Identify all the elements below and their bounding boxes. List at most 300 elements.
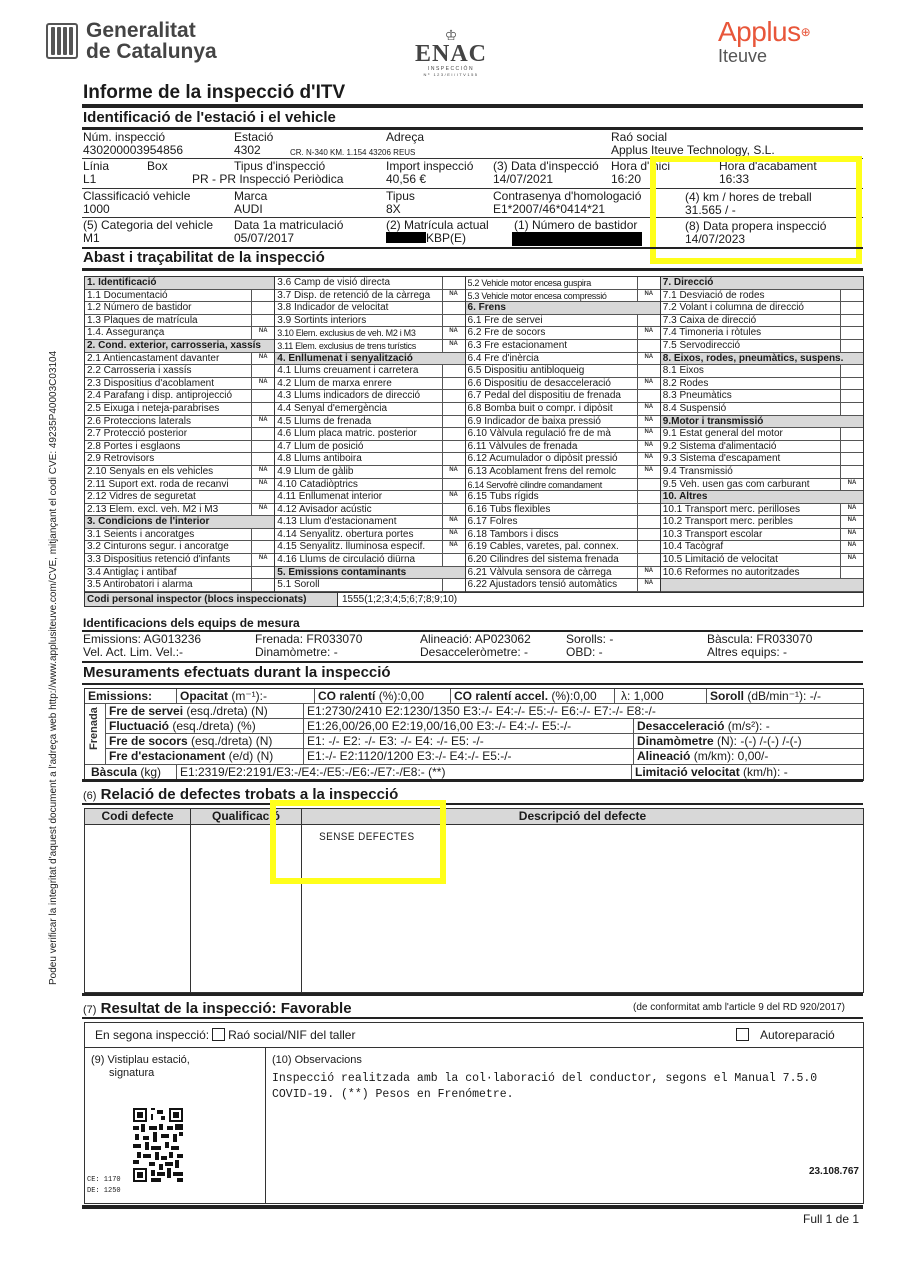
abast-item-label: 10.3 Transport escolar	[662, 528, 763, 540]
abast-item-label: 3. Condicions de l'interior	[87, 516, 210, 528]
enac-num: Nº 123/EI/ITV155	[423, 72, 479, 77]
abast-item	[85, 491, 274, 504]
abast-na-cell: NA	[251, 479, 274, 491]
defects-num: (6)	[83, 790, 97, 802]
co-accel-value: (%):0,00	[548, 689, 597, 703]
abast-item	[275, 541, 464, 554]
abast-item-label: 2.10 Senyals en els vehicles	[87, 465, 214, 477]
abast-item	[85, 290, 274, 303]
abast-na-cell: NA	[840, 516, 863, 528]
abast-item	[466, 327, 660, 340]
abast-item-label: 3.1 Seients i ancoratges	[87, 528, 195, 540]
eq-dinamometre: Dinamòmetre: -	[255, 645, 338, 659]
fre-estacionament-label: Fre d'estacionament	[109, 749, 226, 763]
abast-item-label: 1.1 Documentació	[87, 289, 168, 301]
km-value: 31.565 / -	[685, 203, 736, 217]
abast-na-cell: NA	[637, 579, 660, 591]
hora-inici-label: Hora d'inici	[611, 159, 670, 173]
abast-na-cell	[251, 529, 274, 541]
abast-item-label: 4.4 Senyal d'emergència	[277, 402, 388, 414]
abast-na-cell	[442, 479, 465, 491]
abast-na-cell	[637, 479, 660, 491]
abast-item	[85, 403, 274, 416]
observacions-line-1: Inspecció realitzada amb la col·laboració del conductor, segons el Manual 7.5.0	[272, 1072, 818, 1085]
abast-na-cell	[840, 327, 863, 339]
tipus-value: 8X	[386, 202, 401, 216]
marca-label: Marca	[234, 189, 268, 203]
abast-na-cell	[637, 277, 660, 289]
abast-item-label: 2.13 Elem. excl. veh. M2 i M3	[87, 503, 219, 515]
abast-item-label: 7.1 Desviació de rodes	[662, 289, 765, 301]
abast-item	[275, 416, 464, 429]
abast-group-header	[85, 516, 274, 529]
fre-estacionament-value: E1:-/- E2:1120/1200 E3:-/- E4:-/- E5:-/-	[304, 749, 634, 764]
abast-item-label: 1.3 Plaques de matrícula	[87, 314, 198, 326]
abast-group-header	[661, 491, 863, 504]
fre-servei-label: Fre de servei	[109, 704, 184, 718]
abast-group-header	[661, 353, 863, 366]
abast-na-cell: NA	[442, 541, 465, 553]
section-measurements-title: Mesuraments efectuats durant la inspecció	[83, 664, 391, 681]
fre-socors-value: E1: -/- E2: -/- E3: -/- E4: -/- E5: -/-	[304, 734, 634, 748]
abast-item	[466, 390, 660, 403]
categoria-value: M1	[83, 231, 100, 245]
abast-item-label: 10.4 Tacògraf	[662, 541, 724, 553]
abast-item-label: 2.8 Portes i esglaons	[87, 440, 181, 452]
abast-item	[466, 579, 660, 592]
abast-na-cell	[840, 340, 863, 352]
abast-item	[275, 365, 464, 378]
taller-label: Raó social/NIF del taller	[228, 1028, 356, 1042]
bastidor-redacted	[512, 232, 642, 246]
redaction-block	[386, 232, 426, 243]
abast-item	[85, 365, 274, 378]
abast-na-cell	[442, 428, 465, 440]
abast-item-label: 4.13 Llum d'estacionament	[277, 516, 397, 528]
rao-social-label: Raó social	[611, 130, 668, 144]
abast-item-label: 6.6 Dispositiu de desacceleració	[467, 377, 611, 389]
limitacio-label: Limitació velocitat	[635, 765, 740, 779]
rao-social-value: Applus Iteuve Technology, S.L.	[611, 143, 775, 157]
abast-item	[466, 466, 660, 479]
abast-item-label: 3.7 Disp. de retenció de la càrrega	[277, 289, 431, 301]
abast-na-cell	[442, 416, 465, 428]
abast-item	[85, 529, 274, 542]
abast-na-cell: NA	[840, 504, 863, 516]
abast-item	[466, 428, 660, 441]
bascula-value: E1:2319/E2:2191/E3:-/E4:-/E5:-/E6:-/E7:-/E8:- (**)	[177, 765, 632, 780]
abast-na-cell	[840, 378, 863, 390]
abast-na-cell	[442, 441, 465, 453]
lambda-value: λ: 1,000	[615, 689, 707, 703]
abast-item	[661, 365, 863, 378]
abast-na-cell	[840, 315, 863, 327]
abast-na-cell: NA	[637, 327, 660, 339]
abast-item-label: 6.8 Bomba buit o compr. i dipòsit	[467, 402, 613, 414]
abast-item	[466, 290, 660, 303]
abast-na-cell: NA	[442, 466, 465, 478]
estacio-value: 4302	[234, 143, 261, 157]
abast-item	[466, 365, 660, 378]
eq-alineacio: Alineació: AP023062	[420, 632, 531, 646]
bastidor-label: (1) Número de bastidor	[514, 218, 638, 232]
result-title-text: Resultat de la inspecció:	[100, 1000, 277, 1017]
abast-item-label: 3.2 Cinturons segur. i ancoratge	[87, 541, 229, 553]
abast-item	[466, 378, 660, 391]
abast-na-cell: NA	[251, 378, 274, 390]
abast-item-label: 9.3 Sistema d'escapament	[662, 453, 781, 465]
abast-item-label: 10.1 Transport merc. perilloses	[662, 503, 801, 515]
abast-item	[275, 277, 464, 290]
abast-item-label: 4.14 Senyalitz. obertura portes	[277, 528, 414, 540]
abast-group-header	[466, 302, 660, 315]
abast-item	[275, 290, 464, 303]
abast-item-label: 8. Eixos, rodes, pneumàtics, suspens.	[662, 352, 844, 364]
abast-item	[661, 441, 863, 454]
abast-item-label: 4.11 Enllumenat interior	[277, 491, 383, 503]
abast-na-cell	[442, 315, 465, 327]
abast-na-cell	[840, 403, 863, 415]
abast-na-cell: NA	[251, 416, 274, 428]
abast-item	[275, 340, 464, 353]
abast-na-cell	[442, 453, 465, 465]
observacions-label: (10) Observacions	[272, 1054, 362, 1066]
fre-servei-unit: (esq./dreta) (N)	[183, 704, 268, 718]
abast-na-cell: NA	[442, 491, 465, 503]
abast-na-cell: NA	[251, 554, 274, 566]
abast-item-label: 4.7 Llum de posició	[277, 440, 364, 452]
abast-item	[85, 567, 274, 580]
divider	[82, 661, 863, 663]
abast-item-label: 10.6 Reformes no autoritzades	[662, 566, 800, 578]
abast-na-cell: NA	[840, 541, 863, 553]
abast-item-label: 10.2 Transport merc. peribles	[662, 516, 793, 528]
co-accel-label: CO ralentí accel.	[454, 689, 549, 703]
segona-inspeccio-label: En segona inspecció:	[95, 1028, 210, 1042]
abast-item	[85, 302, 274, 315]
abast-item-label: 6.12 Acumulador o dipòsit pressió	[467, 453, 618, 465]
desacceleracio-label: Desacceleració	[637, 719, 725, 733]
page-number: Full 1 de 1	[803, 1212, 860, 1226]
abast-na-cell: NA	[251, 353, 274, 365]
abast-na-cell	[442, 365, 465, 377]
propera-label: (8) Data propera inspecció	[685, 219, 827, 233]
abast-item-label: 2.4 Parafang i disp. antiprojecció	[87, 390, 233, 402]
highlight-box	[270, 800, 446, 884]
num-inspeccio-value: 430200003954856	[83, 143, 184, 157]
divider	[82, 993, 863, 996]
bascula-label: Bàscula	[91, 765, 138, 779]
enac-logo	[415, 28, 487, 77]
abast-item	[275, 315, 464, 328]
abast-item	[275, 441, 464, 454]
autoreparacio-label: Autoreparació	[760, 1028, 835, 1042]
abast-item-label: 9.5 Veh. usen gas com carburant	[662, 478, 810, 490]
abast-item	[466, 441, 660, 454]
abast-item	[85, 453, 274, 466]
de-value: DE: 1250	[87, 1187, 121, 1195]
abast-item-label: 5. Emissions contaminants	[277, 566, 407, 578]
abast-item-label: 8.1 Eixos	[662, 365, 704, 377]
abast-na-cell: NA	[637, 466, 660, 478]
abast-item	[661, 428, 863, 441]
abast-na-cell	[637, 541, 660, 553]
abast-na-cell: NA	[637, 378, 660, 390]
abast-na-cell	[840, 428, 863, 440]
data-matriculacio-value: 05/07/2017	[234, 231, 295, 245]
abast-item-label: 3.8 Indicador de velocitat	[277, 302, 389, 314]
data-inspeccio-value: 14/07/2021	[493, 172, 554, 186]
abast-na-cell: NA	[442, 290, 465, 302]
section-abast-title: Abast i traçabilitat de la inspecció	[83, 249, 325, 266]
propera-value: 14/07/2023	[685, 232, 746, 246]
abast-na-cell	[442, 554, 465, 566]
abast-item-label: 6.4 Fre d'inèrcia	[467, 352, 539, 364]
abast-item	[85, 428, 274, 441]
fre-socors-unit: (esq./dreta) (N)	[187, 734, 273, 748]
co-ralenti-label: CO ralentí	[318, 689, 376, 703]
abast-item	[85, 479, 274, 492]
abast-na-cell	[251, 302, 274, 314]
abast-na-cell	[637, 365, 660, 377]
abast-table	[84, 276, 864, 607]
abast-item-label: 3.9 Sortints interiors	[277, 314, 367, 326]
tipus-inspeccio-value: PR - PR Inspecció Periòdica	[192, 172, 344, 186]
abast-na-cell	[637, 516, 660, 528]
eq-desaccelerometre: Desacceleròmetre: -	[420, 645, 529, 659]
abast-item	[275, 403, 464, 416]
side-verification-text: Podeu verificar la integritat d'aquest document a l'adreça web http://www.applusiteuve.com/CVE, mitjançant el codi CVE: 49235P40003C03104	[48, 350, 59, 985]
abast-na-cell	[251, 453, 274, 465]
abast-item-label: 4.6 Llum placa matric. posterior	[277, 428, 417, 440]
data-matriculacio-label: Data 1a matriculació	[234, 218, 344, 232]
eq-altres: Altres equips: -	[707, 645, 788, 659]
abast-column	[85, 277, 275, 592]
divider	[82, 127, 863, 130]
generalitat-logo	[46, 20, 217, 62]
abast-na-cell	[637, 504, 660, 516]
section-result-title	[83, 1000, 352, 1017]
abast-item-label: 4.9 Llum de gàlib	[277, 465, 354, 477]
abast-na-cell: NA	[251, 466, 274, 478]
abast-item-label: 9.2 Sistema d'alimentació	[662, 440, 777, 452]
abast-item	[661, 302, 863, 315]
abast-item	[85, 579, 274, 592]
abast-item	[275, 479, 464, 492]
abast-na-cell	[251, 491, 274, 503]
abast-item-label: 7.4 Timoneria i ròtules	[662, 327, 762, 339]
abast-na-cell: NA	[637, 290, 660, 302]
eq-emissions: Emissions: AG013236	[83, 632, 202, 646]
abast-item-label: 6.22 Ajustadors tensió automàtics	[467, 579, 618, 591]
km-label: (4) km / hores de treball	[685, 190, 812, 204]
abast-item	[466, 353, 660, 366]
classificacio-label: Classificació vehicle	[83, 189, 191, 203]
divider	[82, 779, 863, 782]
observacions-text	[272, 1071, 817, 1103]
adreca-label: Adreça	[386, 130, 425, 144]
abast-item	[661, 466, 863, 479]
abast-item	[275, 327, 464, 340]
eq-obd: OBD: -	[566, 645, 603, 659]
hora-acabament-value: 16:33	[719, 172, 750, 186]
abast-item-label: 3.4 Antiglaç i antibaf	[87, 566, 177, 578]
defect-description: SENSE DEFECTES	[319, 831, 415, 843]
taller-checkbox[interactable]	[212, 1028, 225, 1041]
tipus-inspeccio-label: Tipus d'inspecció	[234, 159, 326, 173]
applus-sub: Iteuve	[718, 46, 768, 66]
col-descripcio: Descripció del defecte	[518, 809, 647, 823]
applus-text: Applus	[718, 16, 801, 47]
abast-item-label: 6.11 Vàlvules de frenada	[467, 440, 578, 452]
abast-item	[466, 541, 660, 554]
abast-item-label: 3.6 Camp de visió directa	[277, 277, 391, 288]
abast-item	[661, 541, 863, 554]
col-codi-defecte: Codi defecte	[85, 809, 191, 824]
abast-group-header	[85, 340, 274, 353]
abast-item-label: 7.2 Volant i columna de direcció	[662, 302, 804, 314]
autoreparacio-checkbox[interactable]	[736, 1028, 749, 1041]
abast-item	[466, 529, 660, 542]
divider	[82, 1205, 863, 1209]
abast-item-label: 6.9 Indicador de baixa pressió	[467, 415, 601, 427]
abast-item	[466, 491, 660, 504]
abast-item-label: 6.1 Fre de servei	[467, 314, 543, 326]
abast-na-cell	[840, 441, 863, 453]
abast-item	[466, 277, 660, 290]
abast-na-cell: NA	[637, 353, 660, 365]
abast-group-header	[275, 567, 464, 580]
homologacio-value: E1*2007/46*0414*21	[493, 202, 606, 216]
abast-item-label: 10. Altres	[662, 491, 708, 503]
abast-item-label: 2.12 Vidres de seguretat	[87, 491, 196, 503]
divider	[82, 1017, 863, 1019]
abast-column	[275, 277, 465, 592]
abast-item	[85, 466, 274, 479]
abast-item-label: 9.Motor i transmissió	[662, 415, 764, 427]
enac-text: ENAC	[415, 41, 488, 67]
abast-item-label: 1. Identificació	[87, 277, 157, 288]
plus-circle-icon: ⊕	[800, 25, 811, 39]
import-value: 40,56 €	[386, 172, 427, 186]
abast-na-cell	[637, 491, 660, 503]
abast-item-label: 2.5 Eixuga i neteja-parabrises	[87, 402, 220, 414]
soroll-label: Soroll	[710, 689, 745, 703]
abast-item	[275, 466, 464, 479]
classificacio-value: 1000	[83, 202, 110, 216]
abast-na-cell	[251, 579, 274, 591]
abast-item	[661, 390, 863, 403]
col-qualificacio: Qualificació	[191, 809, 302, 824]
eq-vel-act: Vel. Act. Lim. Vel.:-	[83, 645, 184, 659]
abast-na-cell: NA	[637, 403, 660, 415]
abast-item	[661, 290, 863, 303]
eq-frenada: Frenada: FR033070	[255, 632, 363, 646]
abast-item-label: 6.15 Tubs rígids	[467, 491, 539, 503]
bascula-unit: (kg)	[137, 765, 162, 779]
linia-label: Línia	[83, 159, 110, 173]
abast-item	[661, 479, 863, 492]
abast-item	[466, 479, 660, 492]
abast-item	[85, 541, 274, 554]
eq-bascula: Bàscula: FR033070	[707, 632, 813, 646]
alineacio-label: Alineació	[637, 749, 691, 763]
categoria-label: (5) Categoria del vehicle	[83, 218, 214, 232]
abast-item-label: 6.16 Tubs flexibles	[467, 503, 551, 515]
abast-na-cell	[840, 567, 863, 579]
abast-na-cell: NA	[442, 340, 465, 352]
abast-item-label: 4.16 Llums de circulació diürna	[277, 554, 416, 566]
abast-item-label: 8.2 Rodes	[662, 377, 709, 389]
abast-na-cell	[637, 315, 660, 327]
abast-na-cell	[442, 403, 465, 415]
abast-na-cell	[251, 403, 274, 415]
abast-item	[85, 390, 274, 403]
abast-item-label: 6. Frens	[467, 302, 506, 314]
abast-group-header	[661, 579, 863, 592]
abast-na-cell	[251, 428, 274, 440]
soroll-value: (dB/min⁻¹): -/-	[744, 689, 822, 703]
abast-item-label: 6.5 Dispositiu antibloqueig	[467, 365, 585, 377]
codi-inspector-value: 1555(1;2;3;4;5;6;7;8;9;10)	[342, 593, 458, 605]
dinamometre-value: (N): -(-) /-(-) /-(-)	[713, 734, 802, 748]
abast-item-label: 2.2 Carrosseria i xassís	[87, 365, 192, 377]
abast-na-cell: NA	[442, 516, 465, 528]
abast-item	[275, 428, 464, 441]
abast-item-label: 2.7 Protecció posterior	[87, 428, 188, 440]
abast-item-label: 3.5 Antirobatori i alarma	[87, 579, 193, 591]
divider	[82, 803, 863, 805]
abast-item	[661, 504, 863, 517]
abast-na-cell	[442, 277, 465, 289]
document-title: Informe de la inspecció d'ITV	[83, 82, 346, 103]
abast-item	[85, 353, 274, 366]
result-box	[84, 1022, 864, 1204]
abast-item-label: 7. Direcció	[662, 277, 714, 288]
abast-na-cell: NA	[442, 529, 465, 541]
abast-na-cell: NA	[840, 479, 863, 491]
abast-item	[275, 302, 464, 315]
abast-na-cell	[840, 390, 863, 402]
abast-item-label: 4.3 Llums indicadors de direcció	[277, 390, 421, 402]
abast-item	[85, 504, 274, 517]
fre-socors-label: Fre de socors	[109, 734, 188, 748]
marca-value: AUDI	[234, 202, 263, 216]
abast-item	[661, 567, 863, 580]
observacions-line-2: COVID-19. (**) Pesos en Frenómetre.	[272, 1088, 514, 1101]
abast-group-header	[85, 277, 274, 290]
abast-item-label: 7.3 Caixa de direcció	[662, 314, 757, 326]
alineacio-value: (m/km): 0,00/-	[690, 749, 769, 763]
abast-item	[466, 504, 660, 517]
abast-item	[85, 378, 274, 391]
abast-item-label: 6.7 Pedal del dispositiu de frenada	[467, 390, 621, 402]
abast-item-label: 6.3 Fre estacionament	[467, 339, 568, 351]
abast-item	[466, 315, 660, 328]
abast-item	[466, 340, 660, 353]
abast-item-label: 2.3 Dispositius d'acoblament	[87, 377, 214, 389]
abast-na-cell	[637, 340, 660, 352]
matricula-value	[386, 232, 466, 245]
abast-item	[466, 567, 660, 580]
abast-item-label: 8.3 Pneumàtics	[662, 390, 732, 402]
abast-column	[661, 277, 863, 592]
abast-na-cell	[251, 541, 274, 553]
divider	[82, 268, 863, 271]
crown-icon: ♔	[444, 27, 458, 43]
abast-item-label: 9.4 Transmissió	[662, 465, 733, 477]
abast-item	[466, 453, 660, 466]
